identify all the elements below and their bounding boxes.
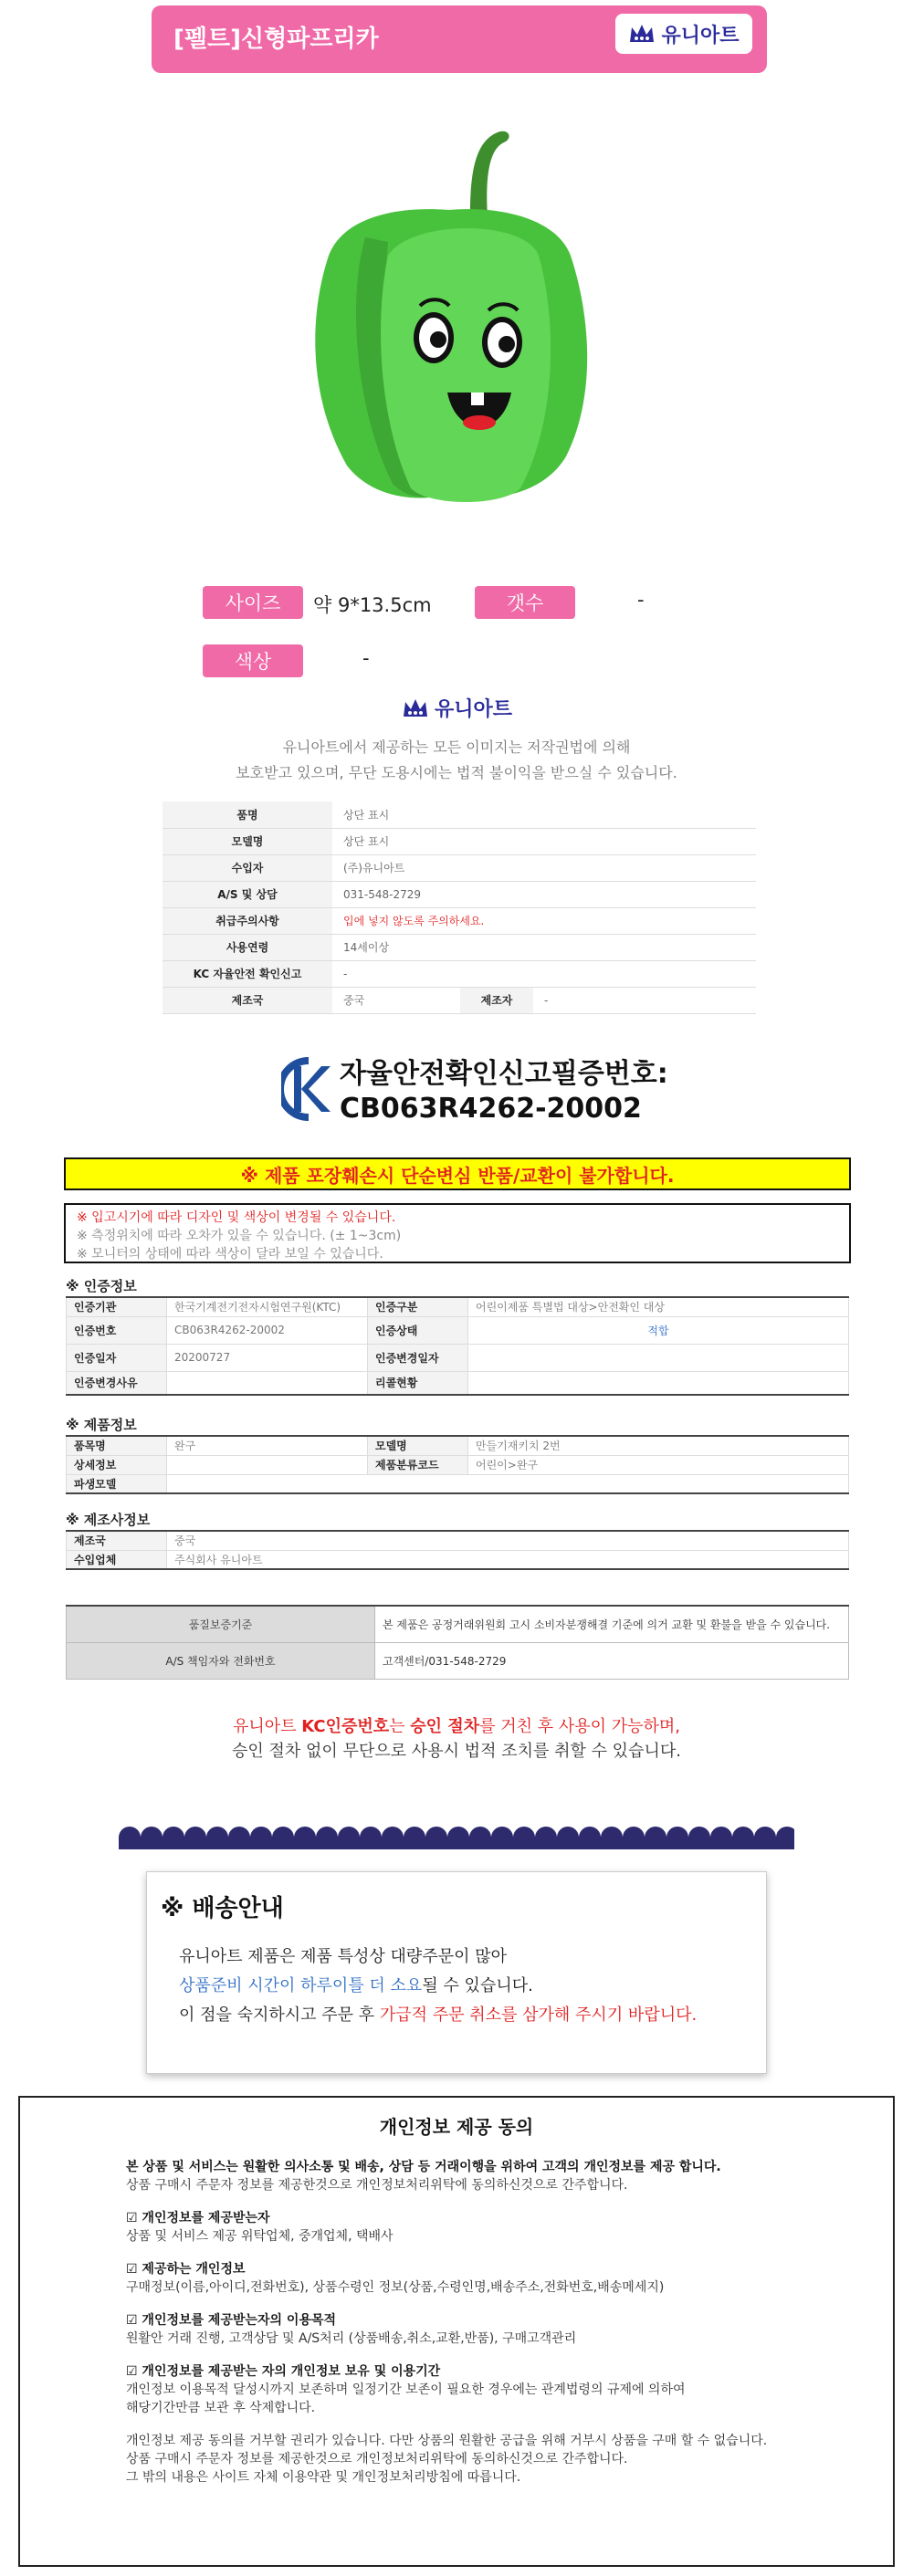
- scallop-divider: [119, 1826, 794, 1849]
- table-row: [67, 1455, 849, 1474]
- shipping-highlight: 가급적 주문 취소를 삼가해 주시기 바랍니다.: [379, 2005, 698, 2025]
- privacy-intro-2: 상품 구매시 주문자 정보를 제공한것으로 개인정보처리위탁에 동의하신것으로 간주합니다.: [126, 2178, 628, 2193]
- copyright-line-1: 유니아트에서 제공하는 모든 이미지는 저작권법에 의해: [282, 738, 631, 756]
- privacy-text: 원활안 거래 진행, 고객상담 및 A/S처리 (상품배송,취소,교환,반품), 구매고객관리: [126, 2331, 577, 2346]
- table-row: [67, 1606, 849, 1642]
- shipping-line: [179, 1972, 697, 2001]
- cell-key: 모델명: [368, 1436, 468, 1455]
- cell-value: 완구: [167, 1436, 368, 1455]
- product-title: [펠트]신형파프리카: [173, 26, 379, 53]
- privacy-text: 상품 구매시 주문자 정보를 제공한것으로 개인정보처리위탁에 동의하신것으로 간주합니다.: [126, 2452, 628, 2466]
- cert-section-title: ※ 인증정보: [66, 1278, 137, 1294]
- cell-value: CB063R4262-20002: [167, 1316, 368, 1344]
- table-row: [67, 1474, 849, 1493]
- product-image: [292, 119, 603, 529]
- notice-box: [64, 1203, 851, 1263]
- privacy-heading: ☑ 제공하는 개인정보: [126, 2262, 246, 2277]
- maker-country-key: 제조국: [163, 987, 332, 1013]
- kc-number: [340, 1057, 668, 1126]
- shipping-body: [179, 1942, 697, 2030]
- privacy-paragraph: [126, 2260, 820, 2297]
- table-row: [67, 1531, 849, 1550]
- cell-value: [468, 1371, 849, 1395]
- privacy-intro-1: 본 상품 및 서비스는 원활한 의사소통 및 배송, 상담 등 거래이행을 위하여 고객의 개인정보를 제공 합니다.: [126, 2160, 721, 2174]
- row-key: 취급주의사항: [163, 907, 332, 934]
- maker-country-value: 중국: [332, 987, 460, 1013]
- row-value: 031-548-2729: [332, 881, 756, 907]
- color-label: 색상: [203, 644, 303, 677]
- cell-value: [468, 1344, 849, 1371]
- privacy-heading: ☑ 개인정보를 제공받는 자의 개인정보 보유 및 이용기간: [126, 2364, 441, 2379]
- kc-note-line-2: 승인 절차 없이 무단으로 사용시 법적 조치를 취할 수 있습니다.: [232, 1742, 681, 1761]
- cell-value: [167, 1455, 368, 1474]
- privacy-text: 해당기간만큼 보관 후 삭제합니다.: [126, 2401, 316, 2415]
- cell-key: A/S 책임자와 전화번호: [67, 1642, 375, 1679]
- notice-brand: [402, 694, 512, 722]
- cell-key: 품질보증기준: [67, 1606, 375, 1642]
- cell-key: 인증변경일자: [368, 1344, 468, 1371]
- crown-icon: [402, 696, 429, 720]
- kc-note-line-1: [183, 1714, 730, 1739]
- table-row: [67, 1642, 849, 1679]
- copyright-notice: [183, 735, 730, 786]
- cell-value: [167, 1371, 368, 1395]
- cell-value: 적합: [468, 1316, 849, 1344]
- kc-note-text: 유니아트: [232, 1717, 302, 1736]
- cell-key: 파생모델: [67, 1474, 167, 1493]
- table-row: [163, 801, 756, 828]
- cell-value: 고객센터/031-548-2729: [375, 1642, 849, 1679]
- row-value: 14세이상: [332, 934, 756, 960]
- table-row: [67, 1344, 849, 1371]
- cell-value: [167, 1474, 849, 1493]
- product-section-title: ※ 제품정보: [66, 1417, 137, 1433]
- table-row: [163, 854, 756, 881]
- row-key: A/S 및 상담: [163, 881, 332, 907]
- product-info-table: [163, 801, 756, 1014]
- cell-key: 인증변경사유: [67, 1371, 167, 1395]
- kc-line-2: CB063R4262-20002: [340, 1093, 642, 1125]
- cell-key: 상세정보: [67, 1455, 167, 1474]
- cell-value: 20200727: [167, 1344, 368, 1371]
- return-warning-banner: ※ 제품 포장훼손시 단순변심 반품/교환이 불가합니다.: [64, 1157, 851, 1190]
- count-value: -: [637, 589, 645, 611]
- copyright-line-2: 보호받고 있으며, 무단 도용시에는 법적 불이익을 받으실 수 있습니다.: [236, 764, 677, 781]
- cell-key: 인증기관: [67, 1297, 167, 1316]
- cell-key: 인증구분: [368, 1297, 468, 1316]
- table-row: [163, 934, 756, 960]
- maker-value: -: [533, 987, 756, 1013]
- kc-note-text: 승인 절차: [410, 1717, 480, 1736]
- privacy-heading: ☑ 개인정보를 제공받는자의 이용목적: [126, 2313, 337, 2328]
- cell-value: 만들기재키치 2번: [468, 1436, 849, 1455]
- cell-key: 인증일자: [67, 1344, 167, 1371]
- privacy-body: [126, 2158, 820, 2501]
- table-row: [67, 1436, 849, 1455]
- maker-key: 제조자: [460, 987, 533, 1013]
- table-row: [67, 1316, 849, 1344]
- table-row: [163, 907, 756, 934]
- row-value: 입에 넣지 않도록 주의하세요.: [332, 907, 756, 934]
- product-detail-table: [66, 1435, 849, 1494]
- table-row: [67, 1297, 849, 1316]
- cell-key: 리콜현황: [368, 1371, 468, 1395]
- count-label: 갯수: [475, 586, 575, 619]
- privacy-paragraph: [126, 2432, 820, 2487]
- row-value: -: [332, 960, 756, 987]
- shipping-text: 이 점을 숙지하시고 주문 후: [179, 2005, 380, 2025]
- privacy-paragraph: [126, 2311, 820, 2348]
- shipping-line: [179, 2001, 697, 2030]
- kc-note-text: 를 거친 후 사용이 가능하며,: [479, 1717, 681, 1736]
- cell-value: 본 제품은 공정거래위원회 고시 소비자분쟁해결 기준에 의거 교환 및 환불을 받을 수 있습니다.: [375, 1606, 849, 1642]
- table-row: [163, 828, 756, 854]
- privacy-text: 개인정보 이용목적 달성시까지 보존하며 일정기간 보존이 필요한 경우에는 관계법령의 규제에 의하여: [126, 2382, 686, 2397]
- shipping-line: 유니아트 제품은 제품 특성상 대량주문이 많아: [179, 1947, 507, 1966]
- row-key: 품명: [163, 801, 332, 828]
- kc-note-text: KC인증번호: [301, 1717, 390, 1736]
- kc-line-1: 자율안전확인신고필증번호:: [340, 1058, 668, 1090]
- brand-name: 유니아트: [661, 24, 740, 47]
- privacy-title: 개인정보 제공 동의: [379, 2116, 534, 2138]
- crown-icon: [628, 22, 656, 46]
- kc-logo-icon: [281, 1057, 332, 1121]
- cert-table: [66, 1296, 849, 1396]
- privacy-text: 개인정보 제공 동의를 거부할 권리가 있습니다. 다만 상품의 원활한 공급을 위해 거부시 상품을 구매 할 수 없습니다.: [126, 2434, 768, 2448]
- privacy-text: 그 밖의 내용은 사이트 자체 이용약관 및 개인정보처리방침에 따릅니다.: [126, 2470, 521, 2485]
- cell-key: 품목명: [67, 1436, 167, 1455]
- table-row: [163, 987, 756, 1013]
- cell-value: 중국: [167, 1531, 849, 1550]
- size-value: 약 9*13.5cm: [313, 594, 432, 616]
- table-row: [163, 881, 756, 907]
- warning-line: ※ 모니터의 상태에 따라 색상이 달라 보일 수 있습니다.: [77, 1247, 383, 1262]
- row-key: KC 자율안전 확인신고: [163, 960, 332, 987]
- table-row: [67, 1371, 849, 1395]
- privacy-text: 구매정보(이름,아이디,전화번호), 상품수령인 정보(상품,수령인명,배송주소,전화번호,배송메세지): [126, 2280, 665, 2295]
- cell-key: 인증상태: [368, 1316, 468, 1344]
- notice-brand-name: 유니아트: [435, 698, 513, 721]
- compensation-table: [66, 1605, 849, 1680]
- row-key: 모델명: [163, 828, 332, 854]
- cell-value: 한국기계전기전자시험연구원(KTC): [167, 1297, 368, 1316]
- row-value: 상단 표시: [332, 828, 756, 854]
- row-key: 사용연령: [163, 934, 332, 960]
- table-row: [163, 960, 756, 987]
- privacy-paragraph: [126, 2209, 820, 2246]
- privacy-text: 상품 및 서비스 제공 위탁업체, 중개업체, 택배사: [126, 2229, 394, 2244]
- warning-line: ※ 입고시기에 따라 디자인 및 색상이 변경될 수 있습니다.: [77, 1210, 396, 1225]
- cell-key: 제조국: [67, 1531, 167, 1550]
- maker-table: [66, 1530, 849, 1570]
- table-row: [67, 1550, 849, 1569]
- privacy-heading: ☑ 개인정보를 제공받는자: [126, 2211, 270, 2225]
- row-key: 수입자: [163, 854, 332, 881]
- maker-section-title: ※ 제조사정보: [66, 1512, 151, 1528]
- shipping-title: ※ 배송안내: [161, 1895, 284, 1922]
- brand-logo: [615, 14, 752, 54]
- size-label: 사이즈: [203, 586, 303, 619]
- kc-usage-note: [183, 1714, 730, 1764]
- privacy-paragraph: [126, 2362, 820, 2417]
- cell-value: 어린이>완구: [468, 1455, 849, 1474]
- cell-value: 어린이제품 특별법 대상>안전확인 대상: [468, 1297, 849, 1316]
- warning-line: ※ 측정위치에 따라 오차가 있을 수 있습니다. (± 1~3cm): [77, 1229, 402, 1243]
- shipping-highlight: 상품준비 시간이 하루이틀 더 소요: [179, 1976, 423, 1995]
- row-value: 상단 표시: [332, 801, 756, 828]
- cell-value: 주식회사 유니아트: [167, 1550, 849, 1569]
- color-value: -: [362, 647, 370, 669]
- row-value: (주)유니아트: [332, 854, 756, 881]
- cell-key: 수입업체: [67, 1550, 167, 1569]
- kc-note-text: 는: [389, 1717, 411, 1736]
- privacy-paragraph: [126, 2158, 820, 2194]
- cell-key: 인증번호: [67, 1316, 167, 1344]
- cell-key: 제품분류코드: [368, 1455, 468, 1474]
- shipping-text: 될 수 있습니다.: [422, 1976, 533, 1995]
